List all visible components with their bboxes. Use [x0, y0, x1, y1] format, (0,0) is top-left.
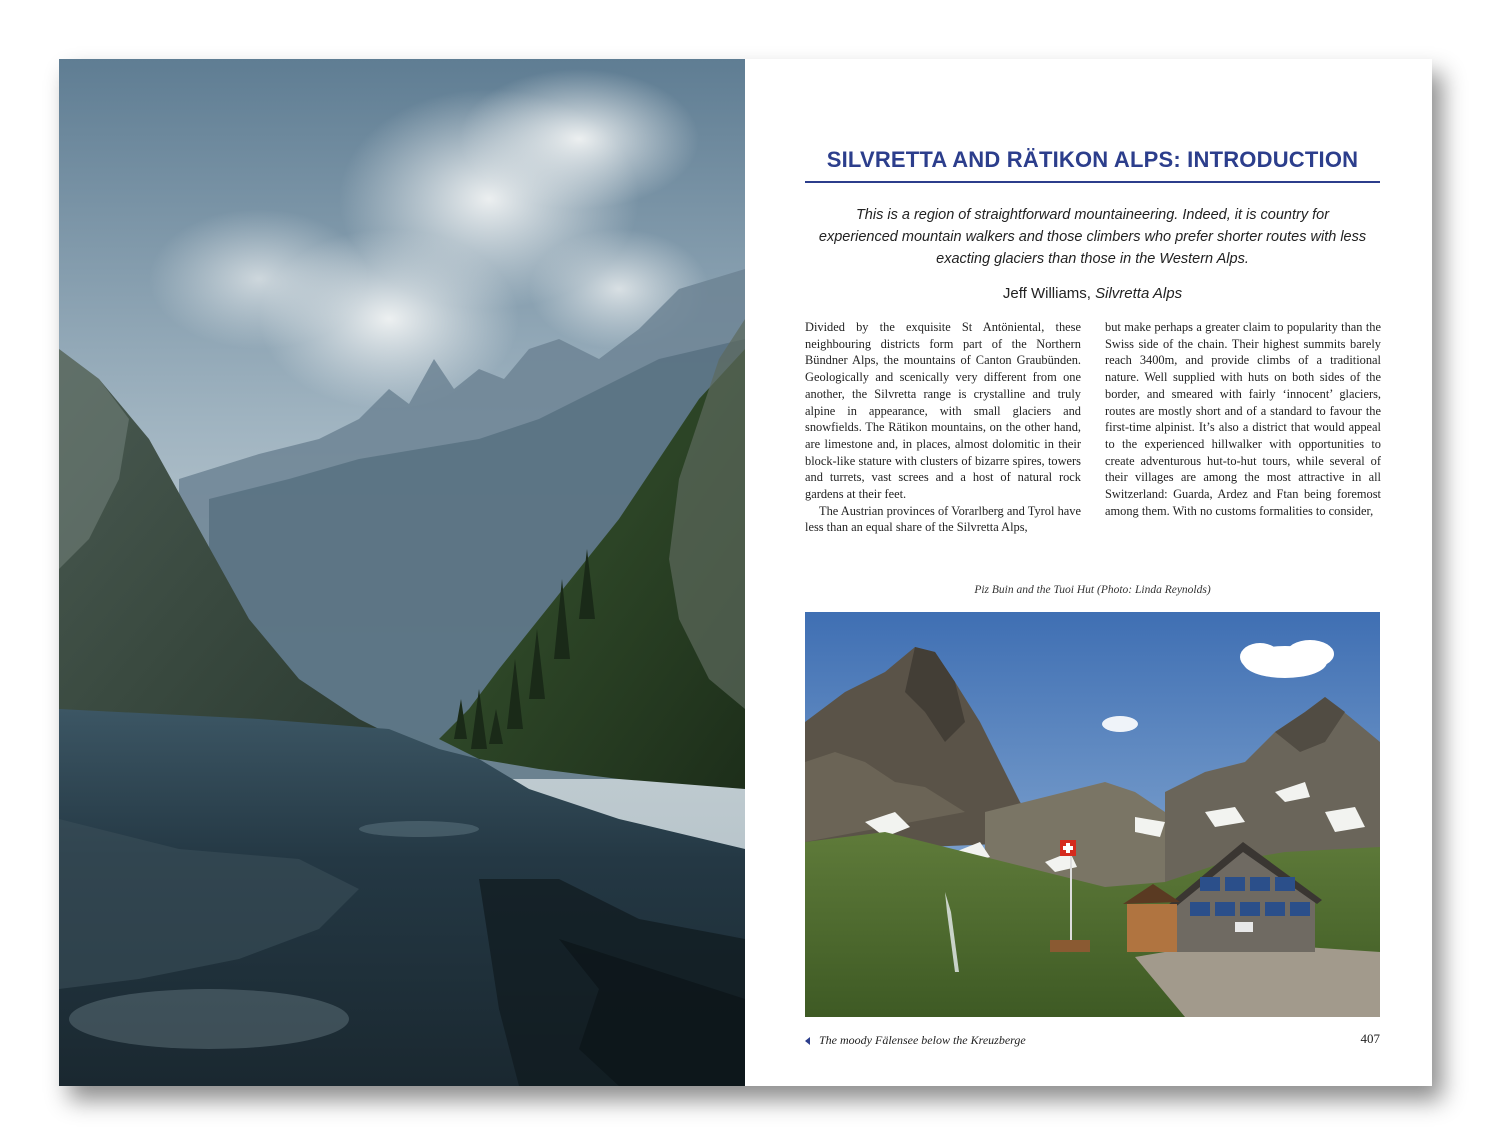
inset-photo-caption: Piz Buin and the Tuoi Hut (Photo: Linda Reynolds)	[974, 584, 1211, 596]
epigraph-quote: This is a region of straightforward mountaineering. Indeed, it is country for experienced mountain walkers and those climbers who prefer shorter routes with less exacting glaciers than those in the Western Alps.	[818, 207, 1367, 267]
column-2-paragraph-1: but make perhaps a greater claim to popularity than the Swiss side of the chain. Their highest summits barely reach 3400m, and provide climbs of a traditional nature. Well supplied with huts on both sides of the border, and smeared with fairly ‘innocent’ glaciers, routes are mostly short and of a standard to favour the first-time alpinist. It’s also a district that would appeal to the experienced hillwalker with opportunities to create adventurous hut-to-hut tours, while several of their villages are among the most attractive in all Switzerland: Guarda, Ardez and Ftan being foremost among them. With no customs formalities to consider,	[1105, 320, 1381, 518]
book-spread	[59, 59, 1432, 1086]
chapter-title: SILVRETTA AND RÄTIKON ALPS: INTRODUCTION	[826, 147, 1359, 172]
attribution-author: Jeff Williams,	[1002, 285, 1096, 302]
text-column-2	[1105, 319, 1381, 519]
left-page-photo	[59, 59, 745, 1086]
footer-caption-text: The moody Fälensee below the Kreuzberge	[819, 1033, 1026, 1047]
left-photo-caption	[805, 1033, 1026, 1048]
text-column-1	[805, 319, 1081, 536]
attribution-work: Silvretta Alps	[1095, 285, 1183, 302]
title-rule	[805, 181, 1380, 183]
triangle-left-icon	[805, 1037, 810, 1045]
column-1-paragraph-2: The Austrian provinces of Vorarlberg and Tyrol have less than an equal share of the Silvretta Alps,	[805, 503, 1081, 535]
lake-mountain-photo	[59, 59, 745, 1086]
epigraph-attribution	[815, 285, 1370, 302]
right-page	[745, 59, 1432, 1086]
hut-mountain-photo	[805, 612, 1380, 1017]
column-1-paragraph-1: Divided by the exquisite St Antöniental, these neighbouring districts form part of the Northern Bündner Alps, the mountains of Canton Graubünden. Geologically and scenically very different from one another, the Silvretta range is crystalline and truly alpine in appearance, with small glaciers and snowfields. The Rätikon mountains, on the other hand, are limestone and, in places, almost dolomitic in their block-like stature with clusters of bizarre spires, towers and turrets, vast screes and a host of natural rock gardens at their feet.	[805, 320, 1081, 502]
inset-photo	[805, 612, 1380, 1017]
page-number: 407	[1360, 1031, 1380, 1046]
